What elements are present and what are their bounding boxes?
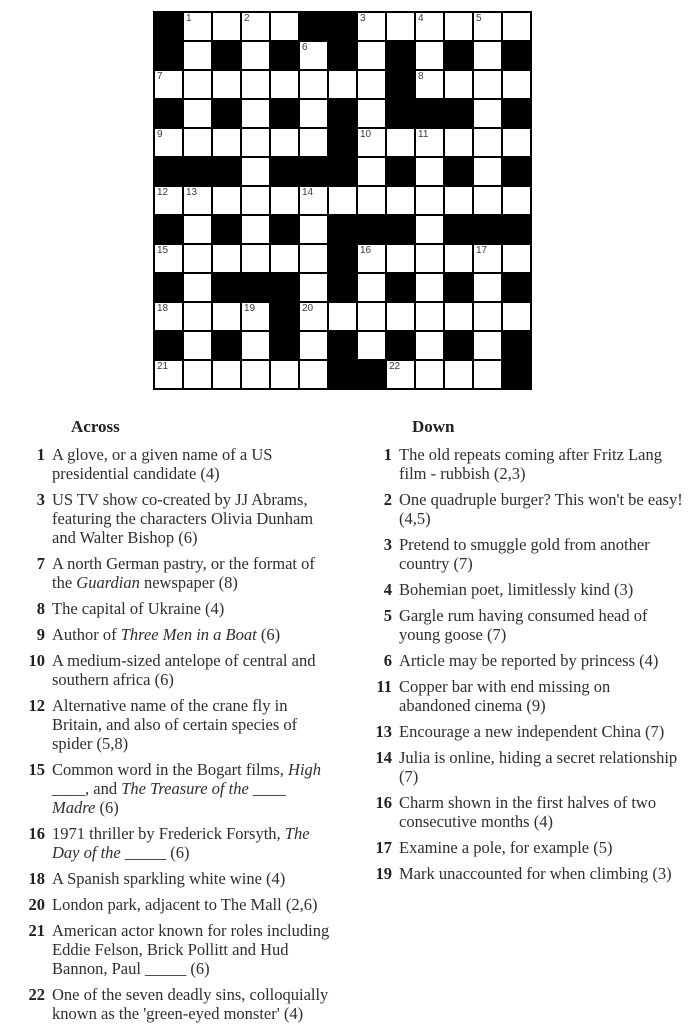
black-cell <box>445 274 472 301</box>
clue-14-down <box>370 748 689 786</box>
black-cell <box>503 361 530 388</box>
clue-text: US TV show co-created by JJ Abrams, featuring the characters Olivia Dunham and Walter Bishop (6) <box>52 490 314 547</box>
clue-15-across <box>27 760 364 817</box>
black-cell <box>503 100 530 127</box>
clue-number: 1 <box>383 445 392 464</box>
clue-2-down <box>370 490 689 528</box>
white-cell[interactable] <box>184 245 211 272</box>
clue-17-down <box>370 838 689 857</box>
black-cell <box>184 158 211 185</box>
down-heading: Down <box>412 417 455 436</box>
white-cell[interactable] <box>416 158 443 185</box>
white-cell[interactable] <box>300 129 327 156</box>
black-cell <box>271 332 298 359</box>
black-cell <box>329 216 356 243</box>
white-cell[interactable] <box>242 187 269 214</box>
clue-21-across <box>27 921 364 978</box>
white-cell[interactable] <box>329 303 356 330</box>
black-cell <box>300 158 327 185</box>
black-cell <box>387 216 414 243</box>
black-cell <box>329 129 356 156</box>
white-cell[interactable] <box>155 187 182 214</box>
black-cell <box>329 13 356 40</box>
clue-number: 16 <box>375 793 392 812</box>
black-cell <box>300 13 327 40</box>
clue-number: 22 <box>28 985 45 1004</box>
white-cell[interactable] <box>474 158 501 185</box>
white-cell[interactable] <box>242 129 269 156</box>
clue-number: 18 <box>28 869 45 888</box>
white-cell[interactable] <box>242 42 269 69</box>
white-cell[interactable] <box>474 303 501 330</box>
black-cell <box>155 42 182 69</box>
clue-text: A medium-sized antelope of central and southern africa (6) <box>52 651 316 689</box>
clue-number: 20 <box>28 895 45 914</box>
white-cell[interactable] <box>213 129 240 156</box>
across-clue-list <box>27 445 364 1023</box>
cell-number: 11 <box>418 129 429 140</box>
black-cell <box>387 71 414 98</box>
white-cell[interactable] <box>503 13 530 40</box>
crossword-grid <box>153 11 532 390</box>
clue-number: 19 <box>375 864 392 883</box>
black-cell <box>416 100 443 127</box>
clue-text: A glove, or a given name of a US presidential candidate (4) <box>52 445 273 483</box>
white-cell[interactable] <box>358 274 385 301</box>
white-cell[interactable] <box>242 332 269 359</box>
white-cell[interactable] <box>242 158 269 185</box>
black-cell <box>329 100 356 127</box>
white-cell[interactable] <box>358 129 385 156</box>
white-cell[interactable] <box>416 13 443 40</box>
white-cell[interactable] <box>213 245 240 272</box>
cell-number: 9 <box>157 129 163 140</box>
white-cell[interactable] <box>358 158 385 185</box>
cell-number: 6 <box>302 42 308 53</box>
black-cell <box>503 332 530 359</box>
clue-text: Alternative name of the crane fly in Britain, and also of certain species of spider (5,8) <box>52 696 298 753</box>
clue-number: 15 <box>28 760 45 779</box>
white-cell[interactable] <box>271 71 298 98</box>
white-cell[interactable] <box>184 274 211 301</box>
clue-3-down <box>370 535 689 573</box>
black-cell <box>358 216 385 243</box>
white-cell[interactable] <box>300 361 327 388</box>
white-cell[interactable] <box>503 71 530 98</box>
white-cell[interactable] <box>358 42 385 69</box>
clue-text: Pretend to smuggle gold from another country (7) <box>399 535 650 573</box>
white-cell[interactable] <box>416 187 443 214</box>
clue-number: 3 <box>383 535 392 554</box>
white-cell[interactable] <box>155 361 182 388</box>
white-cell[interactable] <box>155 71 182 98</box>
clue-text: Gargle rum having consumed head of young goose (7) <box>399 606 648 644</box>
clue-text: Mark unaccounted for when climbing (3) <box>399 864 672 883</box>
white-cell[interactable] <box>155 245 182 272</box>
white-cell[interactable] <box>503 187 530 214</box>
white-cell[interactable] <box>387 187 414 214</box>
black-cell <box>155 158 182 185</box>
white-cell[interactable] <box>300 71 327 98</box>
white-cell[interactable] <box>155 129 182 156</box>
black-cell <box>213 42 240 69</box>
black-cell <box>155 332 182 359</box>
clue-number: 21 <box>28 921 45 940</box>
clue-text: One quadruple burger? This won't be easy! (4,5) <box>399 490 683 528</box>
clue-number: 3 <box>36 490 45 509</box>
white-cell[interactable] <box>358 187 385 214</box>
white-cell[interactable] <box>242 216 269 243</box>
clue-22-across <box>27 985 364 1023</box>
white-cell[interactable] <box>416 216 443 243</box>
black-cell <box>155 216 182 243</box>
cell-number: 8 <box>418 71 424 82</box>
white-cell[interactable] <box>358 303 385 330</box>
clue-6-down <box>370 651 689 670</box>
white-cell[interactable] <box>474 332 501 359</box>
white-cell[interactable] <box>184 187 211 214</box>
cell-number: 17 <box>476 245 488 256</box>
white-cell[interactable] <box>416 274 443 301</box>
black-cell <box>387 332 414 359</box>
white-cell[interactable] <box>503 129 530 156</box>
black-cell <box>329 42 356 69</box>
white-cell[interactable] <box>329 71 356 98</box>
white-cell[interactable] <box>416 71 443 98</box>
white-cell[interactable] <box>184 332 211 359</box>
black-cell <box>387 158 414 185</box>
white-cell[interactable] <box>155 303 182 330</box>
clue-text: Bohemian poet, limitlessly kind (3) <box>399 580 634 599</box>
black-cell <box>503 216 530 243</box>
white-cell[interactable] <box>474 187 501 214</box>
white-cell[interactable] <box>474 245 501 272</box>
white-cell[interactable] <box>416 303 443 330</box>
white-cell[interactable] <box>387 245 414 272</box>
clue-5-down <box>370 606 689 644</box>
black-cell <box>155 13 182 40</box>
white-cell[interactable] <box>387 361 414 388</box>
clue-number: 6 <box>383 651 392 670</box>
down-section <box>370 417 689 890</box>
white-cell[interactable] <box>300 245 327 272</box>
white-cell[interactable] <box>271 245 298 272</box>
cell-number: 16 <box>360 245 372 256</box>
white-cell[interactable] <box>358 13 385 40</box>
clue-number: 16 <box>28 824 45 843</box>
clue-13-down <box>370 722 689 741</box>
clue-9-across <box>27 625 364 644</box>
clue-text: A north German pastry, or the format of the Guardian newspaper (8) <box>52 554 315 592</box>
cell-number: 13 <box>186 187 198 198</box>
clue-11-down <box>370 677 689 715</box>
across-heading: Across <box>71 417 120 436</box>
black-cell <box>155 274 182 301</box>
white-cell[interactable] <box>213 71 240 98</box>
black-cell <box>271 42 298 69</box>
white-cell[interactable] <box>242 303 269 330</box>
white-cell[interactable] <box>445 361 472 388</box>
clue-number: 5 <box>383 606 392 625</box>
clue-number: 12 <box>28 696 45 715</box>
black-cell <box>329 332 356 359</box>
down-clue-list <box>370 445 689 883</box>
clue-text: The old repeats coming after Fritz Lang film - rubbish (2,3) <box>399 445 662 483</box>
white-cell[interactable] <box>445 13 472 40</box>
clue-7-across <box>27 554 364 592</box>
white-cell[interactable] <box>213 13 240 40</box>
cell-number: 21 <box>157 361 169 372</box>
clue-16-down <box>370 793 689 831</box>
clue-text: Encourage a new independent China (7) <box>399 722 665 741</box>
white-cell[interactable] <box>503 303 530 330</box>
black-cell <box>503 158 530 185</box>
cell-number: 1 <box>186 13 192 24</box>
clue-text: Article may be reported by princess (4) <box>399 651 659 670</box>
white-cell[interactable] <box>242 245 269 272</box>
clue-number: 2 <box>383 490 392 509</box>
clue-number: 1 <box>36 445 45 464</box>
black-cell <box>445 100 472 127</box>
white-cell[interactable] <box>300 303 327 330</box>
black-cell <box>387 42 414 69</box>
cell-number: 4 <box>418 13 424 24</box>
white-cell[interactable] <box>358 100 385 127</box>
clue-1-across <box>27 445 364 483</box>
clue-number: 17 <box>375 838 392 857</box>
cell-number: 7 <box>157 71 163 82</box>
clue-10-across <box>27 651 364 689</box>
white-cell[interactable] <box>271 13 298 40</box>
clue-text: One of the seven deadly sins, colloquially known as the 'green-eyed monster' (4) <box>52 985 329 1023</box>
white-cell[interactable] <box>242 100 269 127</box>
black-cell <box>213 100 240 127</box>
black-cell <box>213 332 240 359</box>
white-cell[interactable] <box>445 245 472 272</box>
clue-number: 8 <box>36 599 45 618</box>
white-cell[interactable] <box>213 361 240 388</box>
white-cell[interactable] <box>271 361 298 388</box>
black-cell <box>213 158 240 185</box>
black-cell <box>445 42 472 69</box>
black-cell <box>271 100 298 127</box>
white-cell[interactable] <box>242 361 269 388</box>
clue-text: American actor known for roles including Eddie Felson, Brick Pollitt and Hud Bannon, Paul _____ (6) <box>52 921 330 978</box>
black-cell <box>503 42 530 69</box>
white-cell[interactable] <box>213 303 240 330</box>
black-cell <box>329 361 356 388</box>
white-cell[interactable] <box>445 71 472 98</box>
clue-text: Julia is online, hiding a secret relationship (7) <box>399 748 678 786</box>
clue-text: Examine a pole, for example (5) <box>399 838 613 857</box>
white-cell[interactable] <box>242 71 269 98</box>
white-cell[interactable] <box>416 332 443 359</box>
white-cell[interactable] <box>242 13 269 40</box>
black-cell <box>155 100 182 127</box>
clue-text: 1971 thriller by Frederick Forsyth, The Day of the _____ (6) <box>52 824 310 862</box>
cell-number: 2 <box>244 13 250 24</box>
white-cell[interactable] <box>445 303 472 330</box>
white-cell[interactable] <box>184 71 211 98</box>
white-cell[interactable] <box>329 187 356 214</box>
clue-4-down <box>370 580 689 599</box>
clue-text: Copper bar with end missing on abandoned cinema (9) <box>399 677 611 715</box>
white-cell[interactable] <box>416 42 443 69</box>
white-cell[interactable] <box>184 361 211 388</box>
clue-number: 7 <box>36 554 45 573</box>
clue-number: 9 <box>36 625 45 644</box>
white-cell[interactable] <box>445 129 472 156</box>
across-section <box>27 417 364 1024</box>
clue-text: The capital of Ukraine (4) <box>52 599 225 618</box>
clue-number: 14 <box>375 748 392 767</box>
clue-1-down <box>370 445 689 483</box>
black-cell <box>445 216 472 243</box>
white-cell[interactable] <box>271 129 298 156</box>
cell-number: 15 <box>157 245 169 256</box>
white-cell[interactable] <box>474 274 501 301</box>
white-cell[interactable] <box>358 71 385 98</box>
white-cell[interactable] <box>387 129 414 156</box>
cell-number: 14 <box>302 187 314 198</box>
black-cell <box>271 274 298 301</box>
clue-18-across <box>27 869 364 888</box>
clue-text: London park, adjacent to The Mall (2,6) <box>52 895 318 914</box>
white-cell[interactable] <box>474 71 501 98</box>
clue-3-across <box>27 490 364 547</box>
white-cell[interactable] <box>184 216 211 243</box>
white-cell[interactable] <box>184 13 211 40</box>
white-cell[interactable] <box>213 187 240 214</box>
white-cell[interactable] <box>358 245 385 272</box>
black-cell <box>329 245 356 272</box>
clue-19-down <box>370 864 689 883</box>
white-cell[interactable] <box>474 42 501 69</box>
cell-number: 10 <box>360 129 372 140</box>
white-cell[interactable] <box>300 332 327 359</box>
black-cell <box>213 216 240 243</box>
white-cell[interactable] <box>184 129 211 156</box>
clue-text: Common word in the Bogart films, High ____, and The Treasure of the ____ Madre (6) <box>52 760 322 817</box>
black-cell <box>387 100 414 127</box>
white-cell[interactable] <box>474 13 501 40</box>
white-cell[interactable] <box>445 187 472 214</box>
cell-number: 18 <box>157 303 169 314</box>
black-cell <box>329 274 356 301</box>
black-cell <box>358 361 385 388</box>
white-cell[interactable] <box>474 129 501 156</box>
white-cell[interactable] <box>300 187 327 214</box>
clue-20-across <box>27 895 364 914</box>
white-cell[interactable] <box>300 42 327 69</box>
clue-text: Author of Three Men in a Boat (6) <box>52 625 281 644</box>
white-cell[interactable] <box>300 100 327 127</box>
white-cell[interactable] <box>416 245 443 272</box>
clue-12-across <box>27 696 364 753</box>
black-cell <box>329 158 356 185</box>
black-cell <box>271 216 298 243</box>
white-cell[interactable] <box>300 274 327 301</box>
black-cell <box>213 274 240 301</box>
white-cell[interactable] <box>271 187 298 214</box>
cell-number: 20 <box>302 303 314 314</box>
clue-16-across <box>27 824 364 862</box>
clue-number: 10 <box>28 651 45 670</box>
black-cell <box>271 303 298 330</box>
cell-number: 3 <box>360 13 366 24</box>
black-cell <box>445 332 472 359</box>
white-cell[interactable] <box>416 129 443 156</box>
white-cell[interactable] <box>387 303 414 330</box>
cell-number: 19 <box>244 303 256 314</box>
white-cell[interactable] <box>387 13 414 40</box>
black-cell <box>474 216 501 243</box>
cell-number: 12 <box>157 187 169 198</box>
clue-number: 13 <box>375 722 392 741</box>
white-cell[interactable] <box>184 303 211 330</box>
white-cell[interactable] <box>474 100 501 127</box>
black-cell <box>242 274 269 301</box>
black-cell <box>271 158 298 185</box>
white-cell[interactable] <box>300 216 327 243</box>
black-cell <box>503 274 530 301</box>
clue-number: 11 <box>376 677 392 696</box>
cell-number: 5 <box>476 13 482 24</box>
clue-8-across <box>27 599 364 618</box>
black-cell <box>387 274 414 301</box>
white-cell[interactable] <box>474 361 501 388</box>
white-cell[interactable] <box>184 42 211 69</box>
white-cell[interactable] <box>416 361 443 388</box>
black-cell <box>445 158 472 185</box>
white-cell[interactable] <box>184 100 211 127</box>
clue-number: 4 <box>383 580 392 599</box>
clue-text: Charm shown in the first halves of two consecutive months (4) <box>399 793 657 831</box>
cell-number: 22 <box>389 361 401 372</box>
white-cell[interactable] <box>358 332 385 359</box>
clue-text: A Spanish sparkling white wine (4) <box>52 869 286 888</box>
white-cell[interactable] <box>503 245 530 272</box>
